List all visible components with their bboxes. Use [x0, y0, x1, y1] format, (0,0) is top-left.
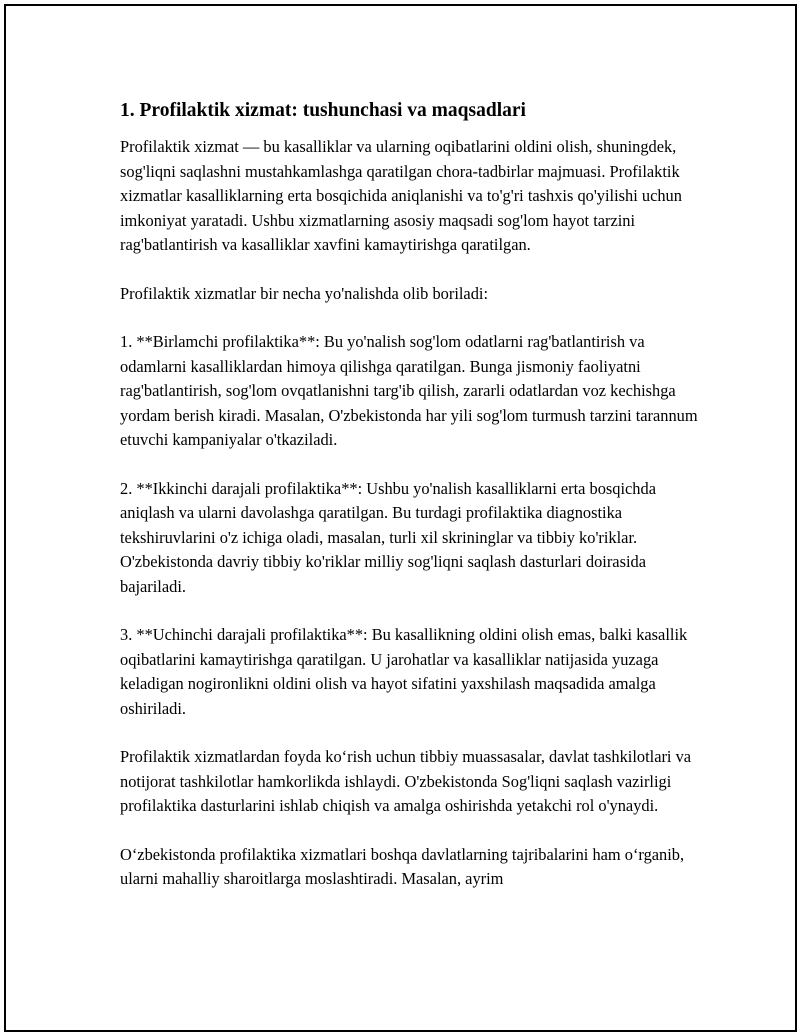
paragraph-international-experience: O‘zbekistonda profilaktika xizmatlari boshqa davlatlarning tajribalarini ham o‘rganib, ularni mahalliy sharoitlarga moslashtiradi. Masalan, ayrim	[120, 844, 685, 888]
page-frame	[4, 4, 797, 1032]
paragraph-directions-intro: Profilaktik xizmatlar bir necha yo'nalishda olib boriladi:	[120, 283, 489, 303]
paragraph-cooperation: Profilaktik xizmatlardan foyda ko‘rish uchun tibbiy muassasalar, davlat tashkilotlari va notijorat tashkilotlar hamkorlikda ishlaydi. O'zbekistonda Sog'liqni saqlash vazirligi profilaktika dasturlarini ishlab chiqish va amalga oshirishda yetakchi rol o'ynaydi.	[120, 747, 692, 815]
paragraph-definition: Profilaktik xizmat — bu kasalliklar va ularning oqibatlarini oldini olish, shuningdek, sog'liqni saqlashni mustahkamlashga qaratilgan chora-tadbirlar majmuasi. Profilaktik xizmatlar kasalliklarning erta bosqichida aniqlanishi va to'g'ri tashxis qo'yilishi uchun imkoniyat yaratadi. Ushbu xizmatlarning asosiy maqsadi sog'lom hayot tarzini rag'batlantirish va kasalliklar xavfini kamaytirishga qaratilgan.	[120, 137, 682, 254]
document-body	[120, 98, 700, 916]
paragraph-primary-prevention: 1. **Birlamchi profilaktika**: Bu yo'nalish sog'lom odatlarni rag'batlantirish va odamlarni kasalliklardan himoya qilishga qaratilgan. Bunga jismoniy faoliyatni rag'batlantirish, sog'lom ovqatlanishni targ'ib qilish, zararli odatlardan voz kechishga yordam berish kiradi. Masalan, O'zbekistonda har yili sog'lom turmush tarzini tarannum etuvchi kampaniyalar o'tkaziladi.	[120, 332, 698, 449]
paragraph-tertiary-prevention: 3. **Uchinchi darajali profilaktika**: Bu kasallikning oldini olish emas, balki kasallik oqibatlarini kamaytirishga qaratilgan. U jarohatlar va kasalliklar natijasida yuzaga keladigan nogironlikni oldini olish va hayot sifatini yaxshilash maqsadida amalga oshiriladi.	[120, 625, 688, 718]
section-heading: 1. Profilaktik xizmat: tushunchasi va maqsadlari	[120, 100, 526, 121]
paragraph-secondary-prevention: 2. **Ikkinchi darajali profilaktika**: Ushbu yo'nalish kasalliklarni erta bosqichda aniqlash va ularni davolashga qaratilgan. Bu turdagi profilaktika diagnostika tekshiruvlarini o'z ichiga oladi, masalan, turli xil skrininglar va tibbiy ko'riklar. O'zbekistonda davriy tibbiy ko'riklar milliy sog'liqni saqlash dasturlari doirasida bajariladi.	[120, 478, 656, 596]
